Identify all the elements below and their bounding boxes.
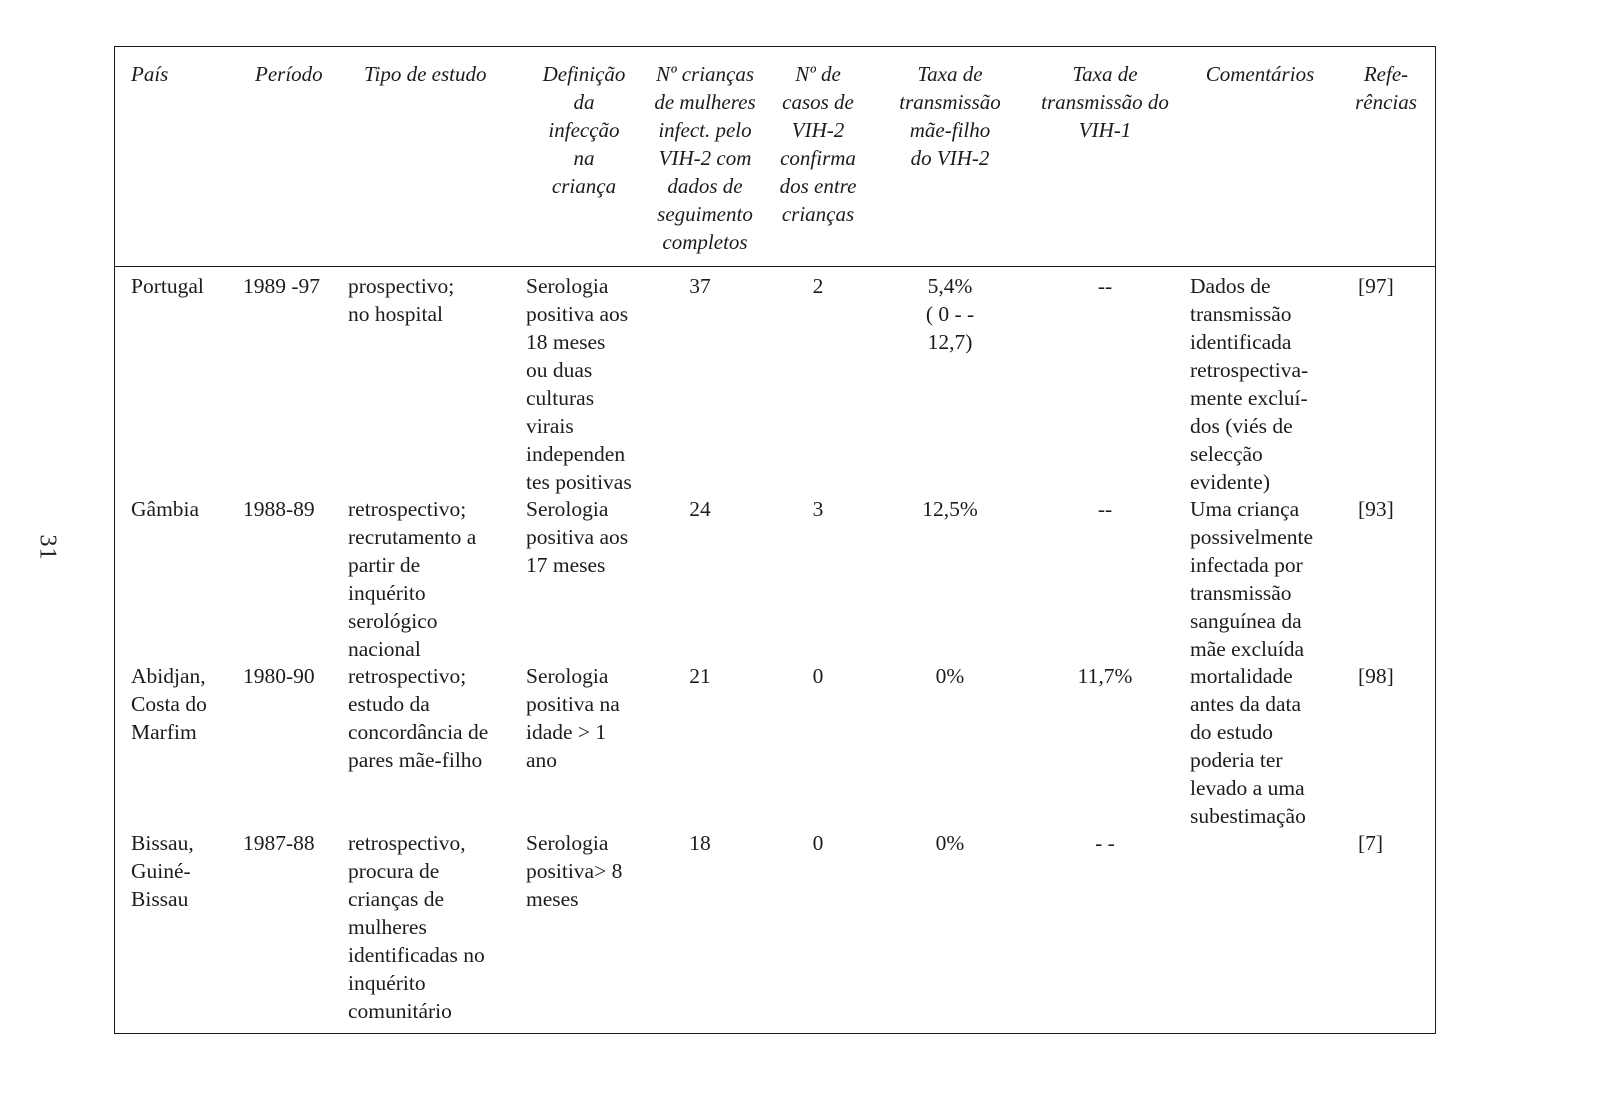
- row3-taxa-vih2: 0%: [935, 664, 965, 688]
- row3-tipo: retrospectivo; estudo da concordância de pares mãe-filho: [348, 664, 489, 772]
- row3-comentarios: mortalidade antes da data do estudo poderia ter levado a uma subestimação: [1190, 664, 1306, 828]
- header-taxa-vih2: Taxa de transmissão mãe-filho do VIH-2: [899, 62, 1001, 170]
- row1-referencias: [97]: [1358, 274, 1394, 298]
- header-tipo: Tipo de estudo: [364, 62, 487, 86]
- header-definicao: Definição da infecção na criança: [542, 62, 626, 198]
- row1-taxa-vih1: --: [1097, 274, 1113, 298]
- row3-n-criancas: 21: [689, 664, 711, 688]
- row3-definicao: Serologia positiva na idade > 1 ano: [526, 664, 620, 772]
- row1-n-casos: 2: [812, 274, 824, 298]
- row3-n-casos: 0: [812, 664, 824, 688]
- row2-comentarios: Uma criança possivelmente infectada por transmissão sanguínea da mãe excluída: [1190, 497, 1314, 661]
- header-divider: [114, 266, 1436, 267]
- row2-referencias: [93]: [1358, 497, 1394, 521]
- row1-periodo: 1989 -97: [243, 274, 321, 298]
- row4-referencias: [7]: [1358, 831, 1384, 855]
- header-periodo: Período: [255, 62, 323, 86]
- header-n-criancas: Nº crianças de mulheres infect. pelo VIH-2 com dados de seguimento completos: [654, 62, 756, 254]
- header-taxa-vih1: Taxa de transmissão do VIH-1: [1041, 62, 1169, 142]
- row3-taxa-vih1: 11,7%: [1077, 664, 1133, 688]
- row4-n-casos: 0: [812, 831, 824, 855]
- row4-pais: Bissau, Guiné- Bissau: [131, 831, 194, 911]
- row1-definicao: Serologia positiva aos 18 meses ou duas culturas virais independen tes positivas: [526, 274, 632, 494]
- header-comentarios: Comentários: [1205, 62, 1315, 86]
- page-number: 31: [34, 534, 61, 561]
- header-n-casos: Nº de casos de VIH-2 confirma dos entre crianças: [779, 62, 857, 226]
- row1-tipo: prospectivo; no hospital: [348, 274, 455, 326]
- row1-pais: Portugal: [131, 274, 204, 298]
- row1-comentarios: Dados de transmissão identificada retrospectiva- mente excluí- dos (viés de selecção evidente): [1190, 274, 1309, 494]
- row4-taxa-vih1: - -: [1095, 831, 1115, 855]
- row4-n-criancas: 18: [689, 831, 711, 855]
- row4-periodo: 1987-88: [243, 831, 315, 855]
- row4-tipo: retrospectivo, procura de crianças de mulheres identificadas no inquérito comunitário: [348, 831, 485, 1023]
- row2-n-criancas: 24: [689, 497, 711, 521]
- row2-periodo: 1988-89: [243, 497, 315, 521]
- row2-taxa-vih2: 12,5%: [922, 497, 978, 521]
- row3-referencias: [98]: [1358, 664, 1394, 688]
- row3-pais: Abidjan, Costa do Marfim: [131, 664, 207, 744]
- row2-definicao: Serologia positiva aos 17 meses: [526, 497, 629, 577]
- row3-periodo: 1980-90: [243, 664, 315, 688]
- row2-pais: Gâmbia: [131, 497, 200, 521]
- header-pais: País: [131, 62, 169, 86]
- row2-n-casos: 3: [812, 497, 824, 521]
- row1-taxa-vih2: 5,4% ( 0 - - 12,7): [925, 274, 975, 354]
- row4-taxa-vih2: 0%: [935, 831, 965, 855]
- row1-n-criancas: 37: [689, 274, 711, 298]
- row2-tipo: retrospectivo; recrutamento a partir de inquérito serológico nacional: [348, 497, 477, 661]
- header-referencias: Refe- rências: [1355, 62, 1417, 114]
- row2-taxa-vih1: --: [1097, 497, 1113, 521]
- row4-definicao: Serologia positiva> 8 meses: [526, 831, 623, 911]
